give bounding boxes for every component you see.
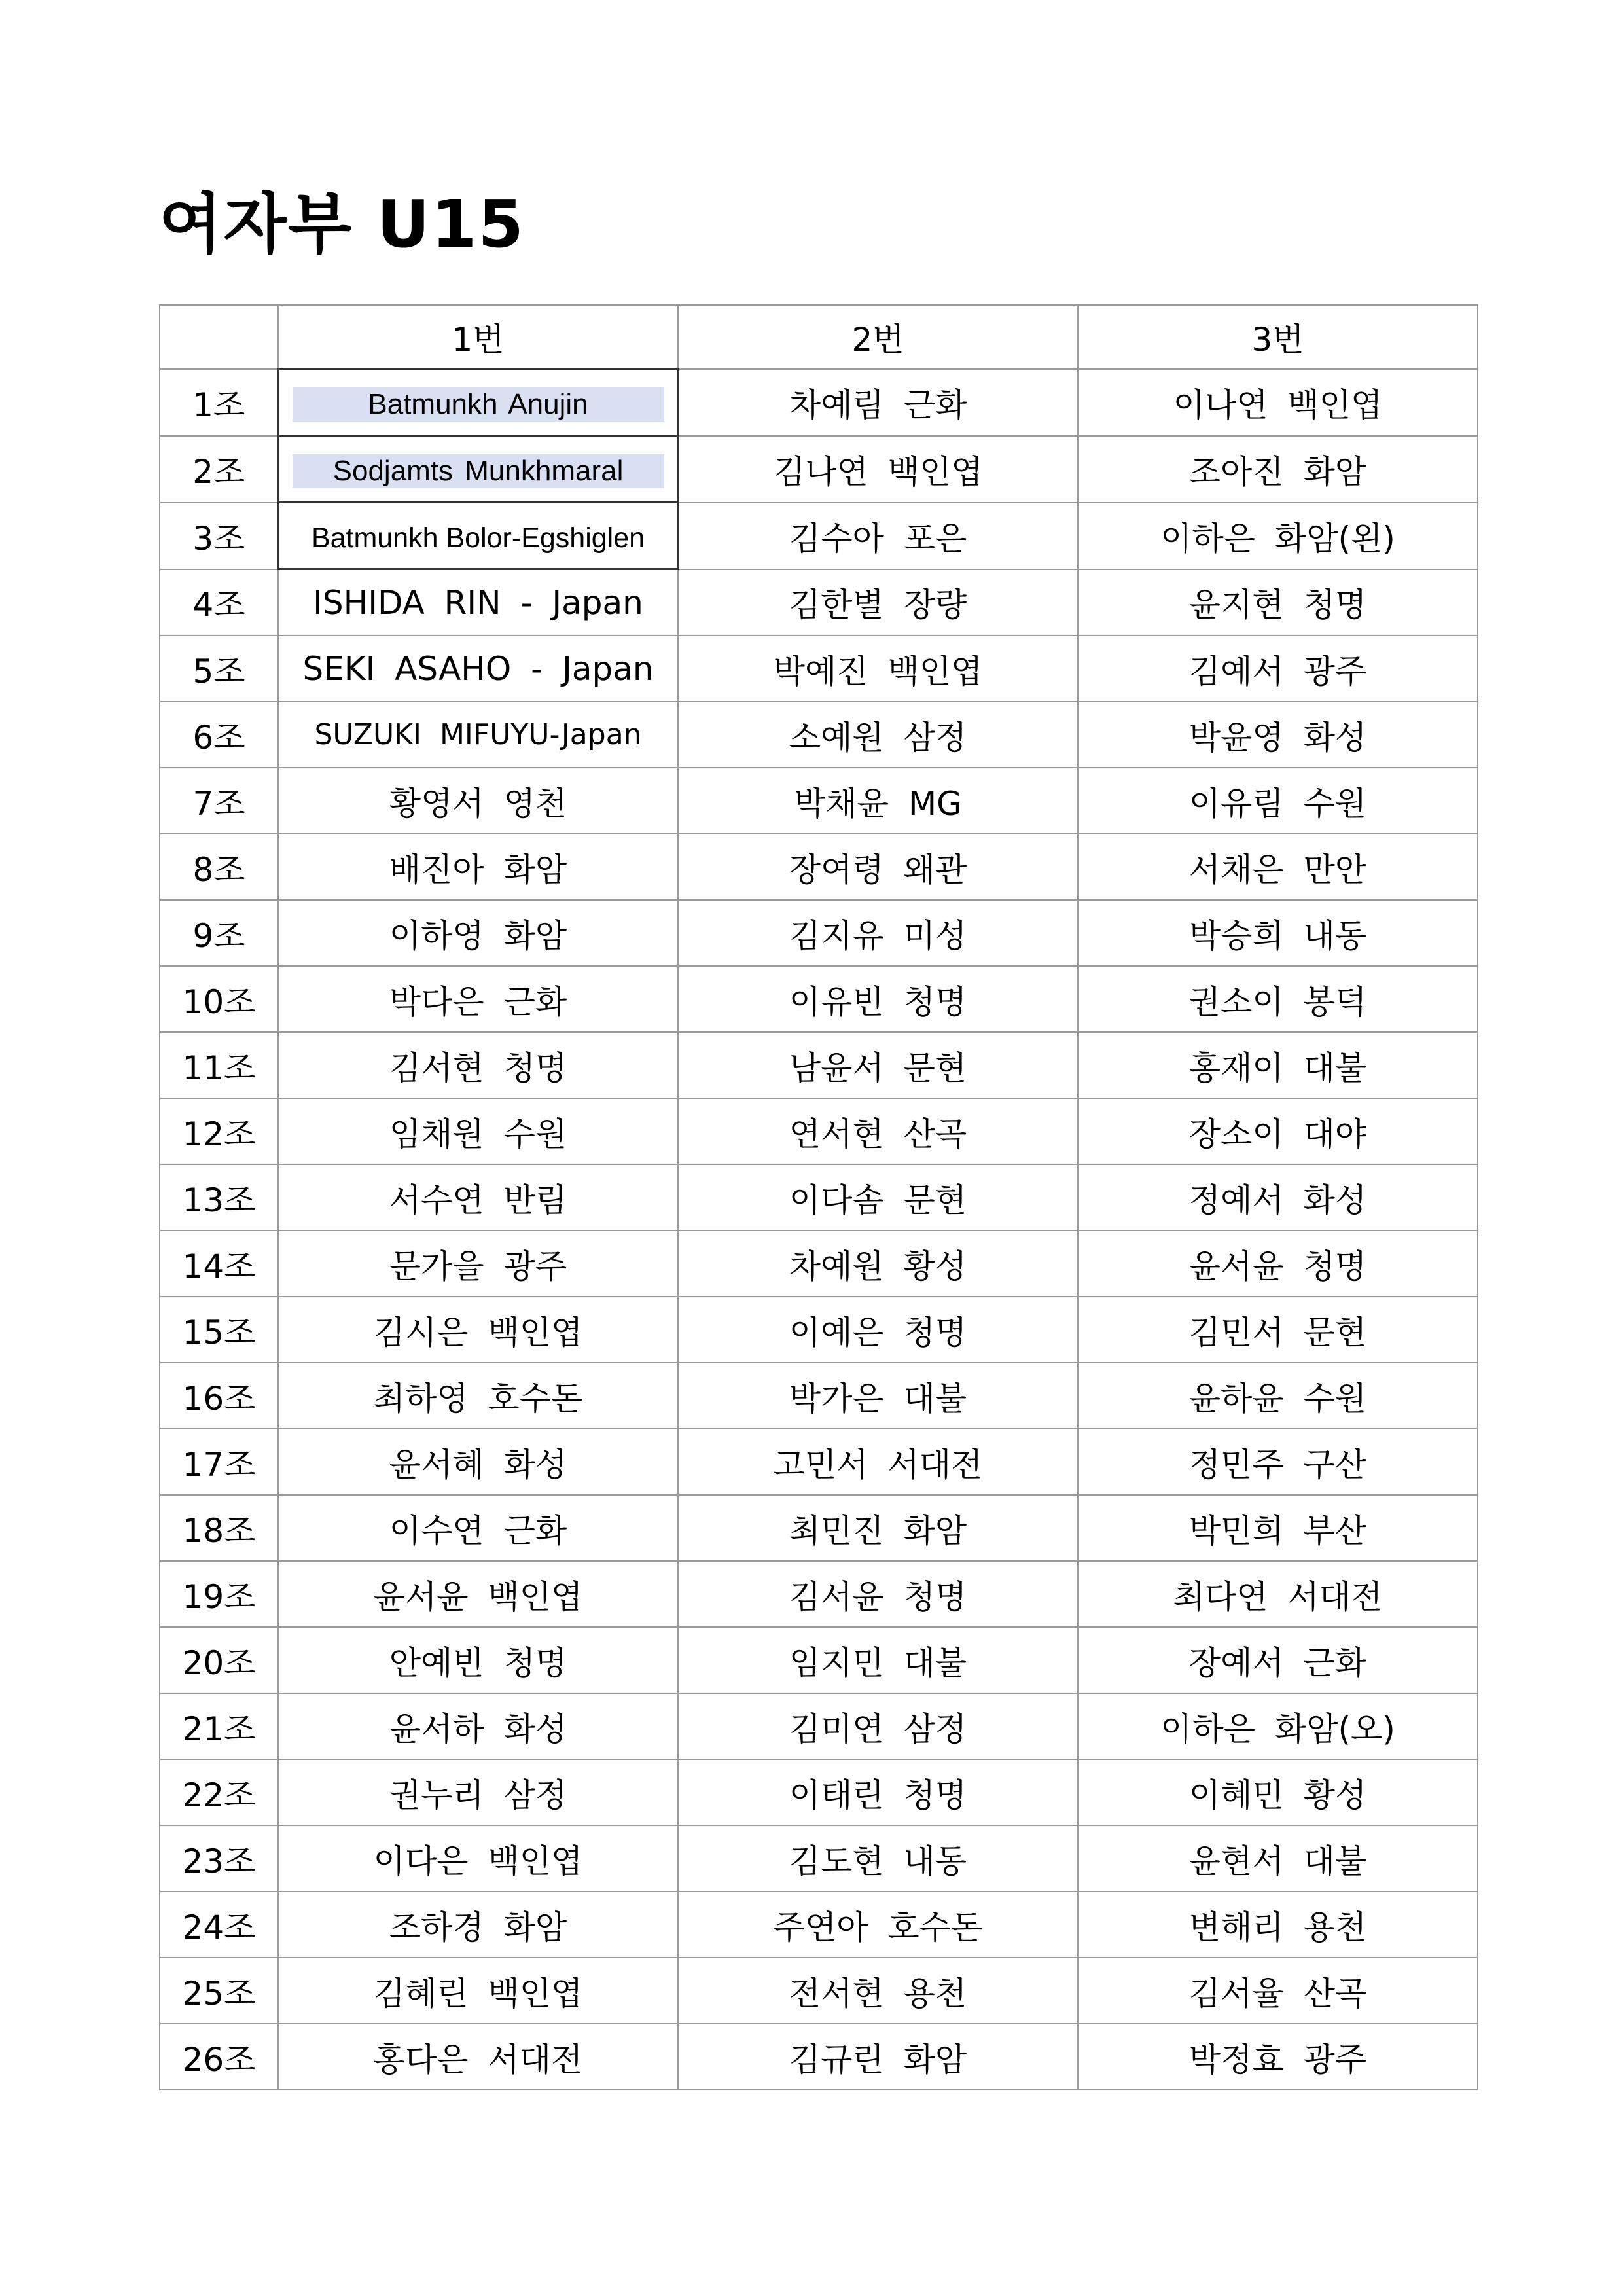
table-row	[160, 966, 1478, 1032]
player-cell-1	[278, 436, 678, 503]
player-cell-1: 조하경 화암	[278, 1892, 678, 1958]
table-row	[160, 1429, 1478, 1495]
group-cell: 4조	[160, 569, 278, 636]
player-cell-1: 김시은 백인엽	[278, 1297, 678, 1363]
table-row	[160, 1958, 1478, 2024]
player-cell-1	[278, 369, 678, 436]
highlighted-name: Sodjamts Munkhmaral	[293, 454, 664, 488]
player-cell-1: 윤서하 화성	[278, 1693, 678, 1759]
player-cell-3: 서채은 만안	[1078, 834, 1478, 900]
table-row	[160, 1230, 1478, 1297]
group-cell: 8조	[160, 834, 278, 900]
table-row	[160, 503, 1478, 569]
player-cell-3: 최다연 서대전	[1078, 1561, 1478, 1627]
player-cell-3: 홍재이 대불	[1078, 1032, 1478, 1098]
player-cell-2: 박가은 대불	[678, 1363, 1078, 1429]
player-cell-3: 이유림 수원	[1078, 768, 1478, 834]
table-row	[160, 702, 1478, 768]
player-cell-3: 윤하윤 수원	[1078, 1363, 1478, 1429]
player-cell-1: 문가을 광주	[278, 1230, 678, 1297]
player-cell-2: 이태린 청명	[678, 1759, 1078, 1825]
player-cell-1: SUZUKI MIFUYU-Japan	[278, 702, 678, 768]
player-cell-1	[278, 503, 678, 569]
player-cell-3: 윤지현 청명	[1078, 569, 1478, 636]
player-cell-1: 황영서 영천	[278, 768, 678, 834]
table-row	[160, 834, 1478, 900]
player-cell-1: 최하영 호수돈	[278, 1363, 678, 1429]
table-row	[160, 1363, 1478, 1429]
player-cell-1: 윤서혜 화성	[278, 1429, 678, 1495]
group-cell: 16조	[160, 1363, 278, 1429]
table-row	[160, 1164, 1478, 1230]
group-cell: 26조	[160, 2024, 278, 2090]
player-cell-1: ISHIDA RIN - Japan	[278, 569, 678, 636]
player-cell-2: 소예원 삼정	[678, 702, 1078, 768]
group-cell: 18조	[160, 1495, 278, 1561]
player-cell-2: 임지민 대불	[678, 1627, 1078, 1693]
group-cell: 2조	[160, 436, 278, 503]
group-cell: 1조	[160, 369, 278, 436]
player-cell-2: 남윤서 문현	[678, 1032, 1078, 1098]
player-cell-3: 권소이 봉덕	[1078, 966, 1478, 1032]
player-cell-3: 이하은 화암(오)	[1078, 1693, 1478, 1759]
table-row	[160, 2024, 1478, 2090]
player-cell-2: 장여령 왜관	[678, 834, 1078, 900]
group-cell: 15조	[160, 1297, 278, 1363]
player-cell-1: 김혜린 백인엽	[278, 1958, 678, 2024]
table-row	[160, 436, 1478, 503]
table-row	[160, 1098, 1478, 1164]
player-cell-1: 김서현 청명	[278, 1032, 678, 1098]
group-cell: 11조	[160, 1032, 278, 1098]
player-cell-2: 박예진 백인엽	[678, 636, 1078, 702]
table-row	[160, 1627, 1478, 1693]
player-cell-3: 윤서윤 청명	[1078, 1230, 1478, 1297]
player-cell-2: 박채윤 MG	[678, 768, 1078, 834]
player-cell-2: 김서윤 청명	[678, 1561, 1078, 1627]
player-cell-3: 정예서 화성	[1078, 1164, 1478, 1230]
player-cell-1: 홍다은 서대전	[278, 2024, 678, 2090]
player-cell-3: 이하은 화암(왼)	[1078, 503, 1478, 569]
table-row	[160, 636, 1478, 702]
player-cell-3: 박정효 광주	[1078, 2024, 1478, 2090]
group-cell: 19조	[160, 1561, 278, 1627]
player-cell-2: 이예은 청명	[678, 1297, 1078, 1363]
table-row	[160, 1495, 1478, 1561]
page-title: 여자부 U15	[159, 186, 525, 262]
group-cell: 9조	[160, 900, 278, 966]
player-cell-3: 변해리 용천	[1078, 1892, 1478, 1958]
group-cell: 6조	[160, 702, 278, 768]
group-cell: 21조	[160, 1693, 278, 1759]
table-row	[160, 768, 1478, 834]
player-cell-3: 김예서 광주	[1078, 636, 1478, 702]
group-cell: 23조	[160, 1825, 278, 1892]
player-cell-1: 윤서윤 백인엽	[278, 1561, 678, 1627]
player-cell-1: 이다은 백인엽	[278, 1825, 678, 1892]
player-cell-2: 전서현 용천	[678, 1958, 1078, 2024]
table-row	[160, 1561, 1478, 1627]
header-row	[160, 305, 1478, 369]
player-cell-1: 배진아 화암	[278, 834, 678, 900]
player-cell-2: 차예원 황성	[678, 1230, 1078, 1297]
player-cell-3: 이나연 백인엽	[1078, 369, 1478, 436]
player-cell-3: 박민희 부산	[1078, 1495, 1478, 1561]
group-cell: 3조	[160, 503, 278, 569]
player-cell-3: 장소이 대야	[1078, 1098, 1478, 1164]
header-cell-2: 2번	[678, 305, 1078, 369]
player-cell-2: 김미연 삼정	[678, 1693, 1078, 1759]
player-cell-3: 김민서 문현	[1078, 1297, 1478, 1363]
player-cell-2: 이다솜 문현	[678, 1164, 1078, 1230]
player-cell-3: 김서율 산곡	[1078, 1958, 1478, 2024]
group-cell: 17조	[160, 1429, 278, 1495]
player-cell-3: 조아진 화암	[1078, 436, 1478, 503]
group-table	[159, 304, 1478, 2090]
player-cell-3: 이혜민 황성	[1078, 1759, 1478, 1825]
table-row	[160, 1032, 1478, 1098]
group-cell: 14조	[160, 1230, 278, 1297]
highlighted-name: Batmunkh Anujin	[293, 387, 664, 422]
player-cell-1: SEKI ASAHO - Japan	[278, 636, 678, 702]
header-cell-group	[160, 305, 278, 369]
table-row	[160, 569, 1478, 636]
header-cell-3: 3번	[1078, 305, 1478, 369]
group-cell: 5조	[160, 636, 278, 702]
table-row	[160, 1759, 1478, 1825]
player-cell-3: 윤현서 대불	[1078, 1825, 1478, 1892]
group-cell: 7조	[160, 768, 278, 834]
player-cell-1: 임채원 수원	[278, 1098, 678, 1164]
table-row	[160, 900, 1478, 966]
player-cell-2: 연서현 산곡	[678, 1098, 1078, 1164]
player-cell-2: 김규린 화암	[678, 2024, 1078, 2090]
player-cell-1: 박다은 근화	[278, 966, 678, 1032]
table-row	[160, 1693, 1478, 1759]
group-cell: 25조	[160, 1958, 278, 2024]
player-cell-1: 권누리 삼정	[278, 1759, 678, 1825]
group-cell: 12조	[160, 1098, 278, 1164]
group-cell: 20조	[160, 1627, 278, 1693]
player-cell-2: 김한별 장량	[678, 569, 1078, 636]
highlighted-name: Batmunkh Bolor-Egshiglen	[311, 522, 645, 554]
player-cell-1: 이하영 화암	[278, 900, 678, 966]
player-cell-2: 주연아 호수돈	[678, 1892, 1078, 1958]
group-cell: 10조	[160, 966, 278, 1032]
player-cell-3: 장예서 근화	[1078, 1627, 1478, 1693]
player-cell-2: 이유빈 청명	[678, 966, 1078, 1032]
player-cell-2: 차예림 근화	[678, 369, 1078, 436]
player-cell-1: 안예빈 청명	[278, 1627, 678, 1693]
player-cell-3: 박윤영 화성	[1078, 702, 1478, 768]
group-cell: 22조	[160, 1759, 278, 1825]
group-cell: 24조	[160, 1892, 278, 1958]
player-cell-2: 김나연 백인엽	[678, 436, 1078, 503]
header-cell-1: 1번	[278, 305, 678, 369]
table-row	[160, 1297, 1478, 1363]
player-cell-2: 김지유 미성	[678, 900, 1078, 966]
group-cell: 13조	[160, 1164, 278, 1230]
table-row	[160, 1825, 1478, 1892]
player-cell-2: 김수아 포은	[678, 503, 1078, 569]
table-row	[160, 1892, 1478, 1958]
table-row	[160, 369, 1478, 436]
player-cell-2: 김도현 내동	[678, 1825, 1078, 1892]
player-cell-1: 서수연 반림	[278, 1164, 678, 1230]
player-cell-2: 최민진 화암	[678, 1495, 1078, 1561]
player-cell-1: 이수연 근화	[278, 1495, 678, 1561]
player-cell-3: 정민주 구산	[1078, 1429, 1478, 1495]
player-cell-3: 박승희 내동	[1078, 900, 1478, 966]
player-cell-2: 고민서 서대전	[678, 1429, 1078, 1495]
